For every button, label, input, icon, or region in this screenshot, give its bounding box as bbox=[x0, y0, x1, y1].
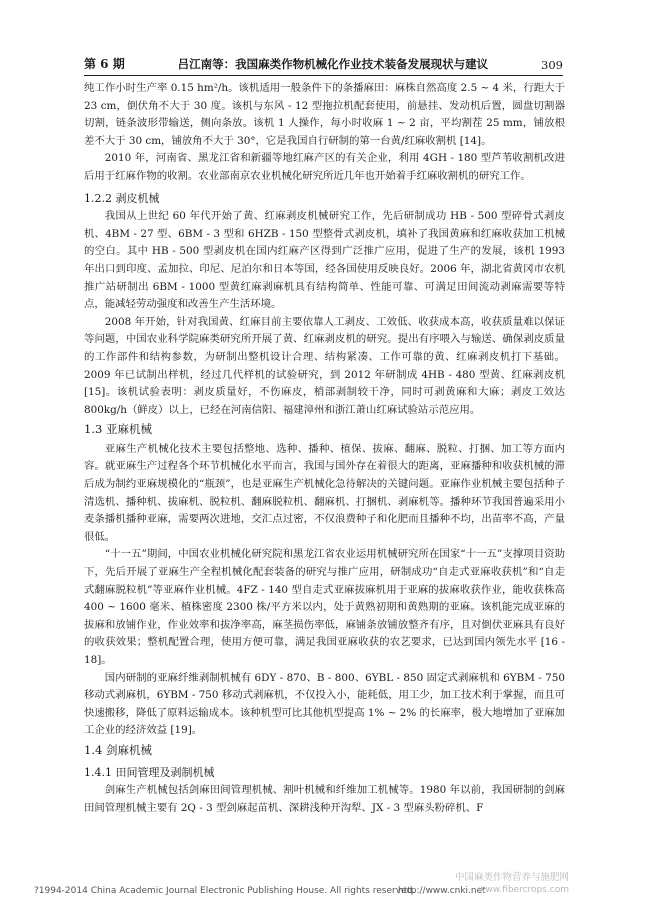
section-heading-flax-machinery: 1.3 亚麻机械 bbox=[84, 422, 152, 437]
watermark-site-name: 中国麻类作物营养与施肥网 bbox=[455, 872, 570, 883]
section-heading-sisal-machinery: 1.4 剑麻机械 bbox=[84, 742, 152, 757]
publisher-url: http://www.cnki.net bbox=[398, 886, 486, 896]
article-body bbox=[84, 80, 565, 817]
paragraph-sisal-machinery: 剑麻生产机械包括剑麻田间管理机械、割叶机械和纤维加工机械等。1980 年以前，我国研制的剑麻田间管理机械主要有 2Q - 3 型剑麻起苗机、深耕浅种开沟犁、JX - 3 型麻头粉碎机、F bbox=[84, 784, 565, 814]
paragraph-flax-mechanization: 亚麻生产机械化技术主要包括整地、选种、播种、植保、拔麻、翻麻、脱粒、打捆、加工等方面内容。就亚麻生产过程各个环节机械化水平而言，我国与国外存在着很大的距离，亚麻播种和收获机械的滞后成为制约亚麻规模化的“瓶颈”，也是亚麻生产机械化急待解决的关键问题。亚麻作业机械主要包括种子清选机、播种机、拔麻机、脱粒机、翻麻脱粒机、翻麻机、打捆机、剥麻机等。播种环节我国普遍采用小麦条播机播种亚麻，需要两次进地，交汇点过密，不仅浪费种子和化肥而且播种不均，出苗率不高，产量很低。 bbox=[84, 442, 565, 543]
paragraph-flax-decorticator: 国内研制的亚麻纤维剥制机械有 6DY - 870、B - 800、6YBL - 850 固定式剥麻机和 6YBM - 750 移动式剥麻机，6YBM - 750 移动式剥麻机，不仅投入小，能耗低，用工少，加工技术利于掌握，而且可快速搬移，降低了原料运输成本。该种机型可比其他机型提高 1% ~ 2% 的长麻率，极大地增加了亚麻加工企业的经济效益 [19]。 bbox=[84, 671, 565, 737]
section-heading-field-management: 1.4.1 田间管理及剥制机械 bbox=[84, 765, 215, 779]
paragraph-flax-harvester: “十一五”期间，中国农业机械化研究院和黑龙江省农业运用机械研究所在国家“十一五”支撑项目资助下，先后开展了亚麻生产全程机械化配套装备的研究与推广应用，研制成功“自走式亚麻收获机”和“自走式翻麻脱粒机”等亚麻作业机械。4FZ - 140 型自走式亚麻拔麻机用于亚麻的拔麻收获作业，能收获株高 400 ~ 1600 毫米、植株密度 2300 株/平方米以内，处于黄熟初期和黄熟期的亚麻。该机能完成亚麻的拔麻和放铺作业，作业效率和拔净率高，麻茎损伤率低，麻铺条放铺放整齐有序，且对倒伏亚麻具有良好的收获效果；整机配置合理，使用方便可靠，满足我国亚麻收获的农艺要求，已达到国内领先水平 [16 - 18]。 bbox=[84, 548, 565, 666]
copyright-notice: ?1994-2014 China Academic Journal Electronic Publishing House. All rights reserved. bbox=[34, 886, 416, 896]
section-heading-peeling-machinery: 1.2.2 剥皮机械 bbox=[84, 191, 160, 205]
page-number: 309 bbox=[541, 58, 563, 72]
running-header bbox=[84, 52, 563, 76]
issue-number: 第 6 期 bbox=[84, 57, 125, 71]
paragraph-harvester-specs: 纯工作小时生产率 0.15 hm²/h。该机适用一般条件下的条播麻田：麻株自然高度 2.5 ~ 4 米，行距大于 23 cm，倒伏角不大于 30 度。该机与东风 - 12 型拖拉机配套使用，前悬挂、发动机后置，圆盘切割器切割，链条波形带输送，侧向条放。该机 1 人操作，每小时收麻 1 ~ 2 亩，平均割茬 25 mm，铺放根差不大于 30 cm，铺放角不大于 30°，它是我国自行研制的第一台黄/红麻收割机 [14]。 bbox=[84, 82, 565, 147]
paragraph-reed-harvester: 2010 年，河南省、黑龙江省和新疆等地红麻产区的有关企业，利用 4GH - 180 型芦苇收割机改进后用于红麻作物的收割。农业部南京农业机械化研究所近几年也开始着手红麻收割机的研究工作。 bbox=[84, 152, 565, 182]
article-running-title: 吕江南等：我国麻类作物机械化作业技术装备发展现状与建议 bbox=[177, 57, 489, 71]
paragraph-peeling-research: 2008 年开始，针对我国黄、红麻目前主要依靠人工剥皮、工效低、收获成本高，收获质量难以保证等问题，中国农业科学院麻类研究所开展了黄、红麻剥皮机的研究。提出有序喂入与输送、确保剥皮质量的工作部件和结构参数，为研制出整机设计合理、结构紧凑、工作可靠的黄、红麻剥皮机打下基础。2009 年已试制出样机，经过几代样机的试验研究，到 2012 年研制成 4HB - 480 型黄、红麻剥皮机 [15]。该机试验表明：剥皮质量好，不伤麻皮，梢部剥制较干净，同时可剥黄麻和大麻；剥皮工效达 800kg/h（鲜皮）以上，已经在河南信阳、福建漳州和浙江萧山红麻试验站示范应用。 bbox=[84, 315, 565, 416]
watermark-site-url: www.fibercrops.com bbox=[478, 885, 570, 895]
site-watermark bbox=[455, 872, 569, 896]
paragraph-peeling-history: 我国从上世纪 60 年代开始了黄、红麻剥皮机械研究工作，先后研制成功 HB - 500 型碎骨式剥皮机、4BM - 27 型、6BM - 3 型和 6HZB - 150 型整骨式剥皮机，填补了我国黄麻和红麻收获加工机械的空白。其中 HB - 500 型剥皮机在国内红麻产区得到广泛推广应用，促进了生产的发展，该机 1993 年出口到印度、孟加拉、印尼、尼泊尔和日本等国，经各国使用反映良好。2006 年，湖北省黄冈市农机推广站研制出 6BM - 1000 型黄红麻剥麻机具有结构简单、性能可靠、可满足田间流动剥麻需要等特点，能减轻劳动强度和改善生产生活环境。 bbox=[84, 210, 565, 311]
